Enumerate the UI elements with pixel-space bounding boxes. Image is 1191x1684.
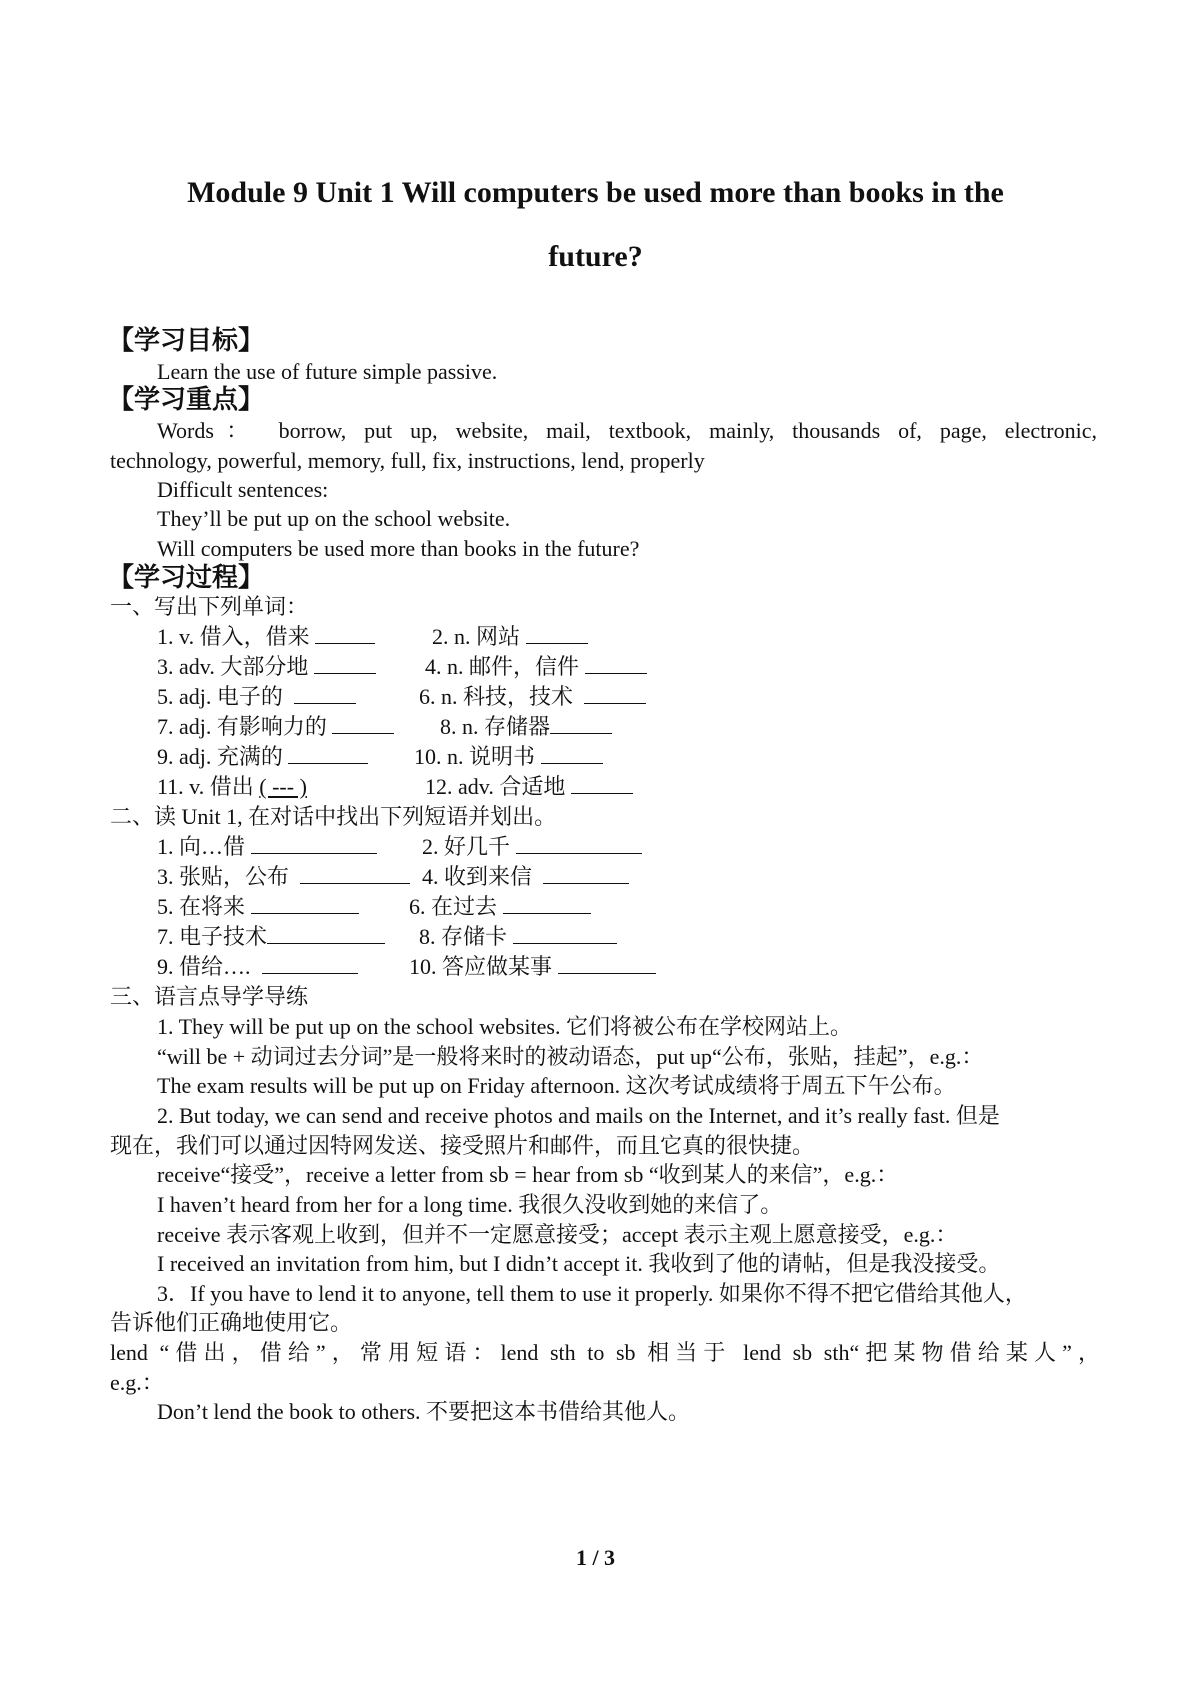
phrase-item-label: 9. 借给…. [157,954,251,979]
vocab-row [157,746,1147,768]
vocab-item-label: 1. v. 借入，借来 [157,624,310,649]
vocab-item-label: 7. adj. 有影响力的 [157,714,327,739]
language-point-line: 告诉他们正确地使用它。 [110,1310,353,1335]
language-point-line: 2. But today, we can send and receive photos and mails on the Internet, and it’s really fast. 但是 [157,1103,1000,1128]
vocab-row [157,626,1147,648]
language-point-line: 现在，我们可以通过因特网发送、接受照片和邮件，而且它真的很快捷。 [110,1133,815,1158]
words-line-2: technology, powerful, memory, full, fix, instructions, lend, properly [110,448,705,473]
language-point-line: I received an invitation from him, but I didn’t accept it. 我收到了他的请帖，但是我没接受。 [157,1251,1001,1276]
language-point-line: I haven’t heard from her for a long time. 我很久没收到她的来信了。 [157,1192,783,1217]
vocab-item-label: 3. adv. 大部分地 [157,654,309,679]
language-point-line: lend “借出，借给”，常用短语：lend sth to sb 相当于 lend sb sth“把某物借给某人”， [110,1340,1100,1365]
language-point-line: receive 表示客观上收到，但并不一定愿意接受；accept 表示主观上愿意接受，e.g.： [157,1222,958,1247]
page-number: 1 / 3 [575,1545,616,1570]
difficult-sentence-2: Will computers be used more than books in the future? [157,536,640,561]
phrase-item-label: 4. 收到来信 [422,864,533,889]
phrase-item-label: 10. 答应做某事 [409,954,553,979]
vocab-item-label: 8. n. 存储器 [440,714,551,739]
vocab-item-label: 5. adj. 电子的 [157,684,283,709]
language-point-line: e.g.： [110,1370,164,1395]
vocab-row [157,716,1147,738]
process-heading: 【学习过程】 [108,563,265,592]
vocab-row [157,656,1147,678]
phrase-item-label: 3. 张贴，公布 [157,864,290,889]
difficult-sentences-label: Difficult sentences: [157,477,329,502]
key-points-heading: 【学习重点】 [108,385,265,414]
phrase-row [157,836,1147,858]
language-point-line: receive“接受”，receive a letter from sb = hear from sb “收到某人的来信”，e.g.： [157,1162,899,1187]
phrase-item-label: 6. 在过去 [409,894,498,919]
language-point-line: The exam results will be put up on Friday afternoon. 这次考试成绩将于周五下午公布。 [157,1073,956,1098]
phrase-item-label: 2. 好几千 [422,834,511,859]
section-2-title: 二、读 Unit 1, 在对话中找出下列短语并划出。 [110,804,557,829]
vocab-item-label: 2. n. 网站 [432,624,521,649]
vocab-item-label: 10. n. 说明书 [414,744,536,769]
words-line-1: Words： borrow, put up, website, mail, textbook, mainly, thousands of, page, electronic, [157,418,1097,443]
vocab-item-label: 12. adv. 合适地 [425,774,566,799]
vocab-row [157,686,1147,708]
page-title-line-1: Module 9 Unit 1 Will computers be used more than books in the [187,176,1004,209]
language-point-line: 1. They will be put up on the school websites. 它们将被公布在学校网站上。 [157,1014,852,1039]
phrase-row [157,866,1147,888]
page-title-line-2: future? [548,240,643,273]
difficult-sentence-1: They’ll be put up on the school website. [157,506,511,531]
phrase-item-label: 5. 在将来 [157,894,246,919]
phrase-row [157,956,1147,978]
language-point-line: “will be + 动词过去分词”是一般将来时的被动语态，put up“公布，张贴，挂起”，e.g.： [157,1044,984,1069]
section-1-title: 一、写出下列单词： [110,594,309,619]
vocab-item-label: 9. adj. 充满的 [157,744,283,769]
vocab-item-label: 11. v. 借出 [157,774,254,799]
language-point-line: 3．If you have to lend it to anyone, tell them to use it properly. 如果你不得不把它借给其他人， [157,1281,1027,1306]
phrase-item-label: 1. 向…借 [157,834,246,859]
phrase-row [157,926,1147,948]
section-3-title: 三、语言点导学导练 [110,984,309,1009]
vocab-item-label: 6. n. 科技，技术 [419,684,574,709]
objectives-text: Learn the use of future simple passive. [157,359,498,384]
phrase-row [157,896,1147,918]
vocab-row [157,776,1147,798]
lend-blank-note: ( --- ) [259,774,307,799]
phrase-item-label: 7. 电子技术 [157,924,268,949]
phrase-item-label: 8. 存储卡 [419,924,508,949]
objectives-heading: 【学习目标】 [108,326,265,355]
vocab-item-label: 4. n. 邮件，信件 [425,654,580,679]
language-point-line: Don’t lend the book to others. 不要把这本书借给其他人。 [157,1399,691,1424]
